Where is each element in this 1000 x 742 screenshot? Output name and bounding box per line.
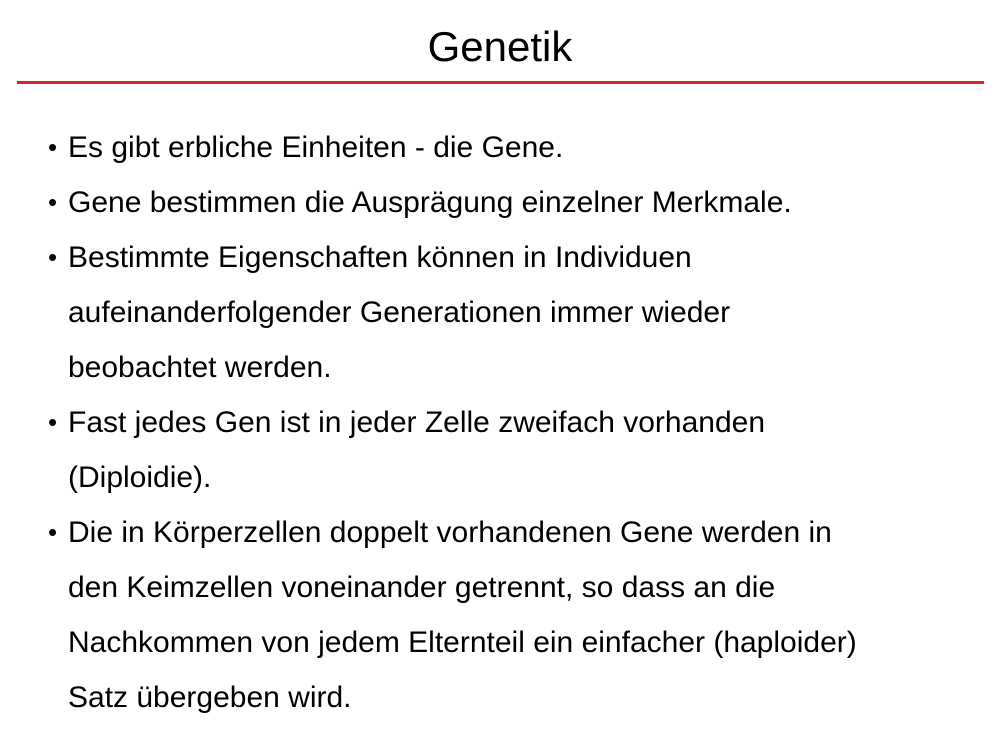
slide-title: Genetik (427, 23, 573, 70)
bullet-line: Es gibt erbliche Einheiten - die Gene. (68, 131, 564, 164)
bullet-item (48, 395, 968, 505)
bullet-list (48, 120, 968, 725)
bullet-line: den Keimzellen voneinander getrennt, so dass an die (68, 571, 776, 604)
bullet-line: Die in Körperzellen doppelt vorhandenen Gene werden in (68, 516, 832, 549)
bullet-item (48, 505, 968, 725)
bullet-line: aufeinanderfolgender Generationen immer wieder (68, 296, 731, 329)
bullet-line: Satz übergeben wird. (68, 681, 352, 714)
bullet-dot-icon: • (48, 132, 58, 162)
bullet-item (48, 230, 968, 395)
bullet-line: Gene bestimmen die Ausprägung einzelner Merkmale. (68, 186, 792, 219)
bullet-item (48, 175, 968, 230)
bullet-line: beobachtet werden. (68, 351, 332, 384)
bullet-line: Bestimmte Eigenschaften können in Individuen (68, 241, 692, 274)
bullet-dot-icon: • (48, 407, 58, 437)
bullet-dot-icon: • (48, 242, 58, 272)
bullet-dot-icon: • (48, 517, 58, 547)
bullet-dot-icon: • (48, 187, 58, 217)
bullet-line: Nachkommen von jedem Elternteil ein einfacher (haploider) (68, 626, 857, 659)
bullet-item (48, 120, 968, 175)
title-divider (17, 81, 984, 84)
bullet-line: (Diploidie). (68, 461, 212, 494)
bullet-line: Fast jedes Gen ist in jeder Zelle zweifach vorhanden (68, 406, 766, 439)
